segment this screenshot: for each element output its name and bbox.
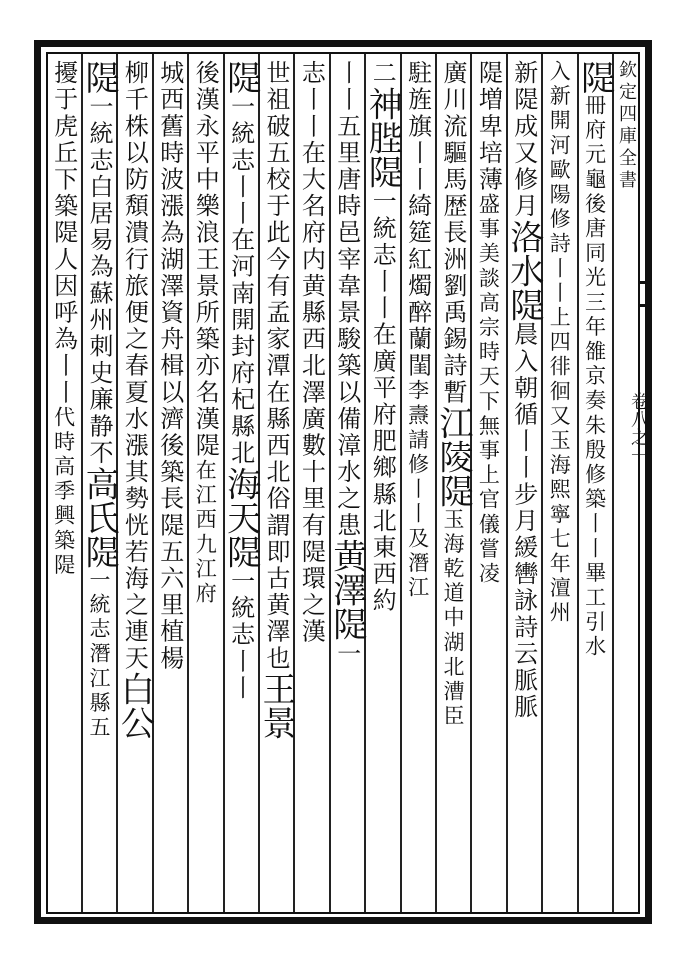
text-column [114,60,155,906]
entry-heading: 海天隄 [220,466,261,569]
text-column [79,60,119,906]
entry-heading: 江陵隄 [433,405,473,508]
column-rule [612,54,614,912]
entry-text: 一統志丨丨在廣平府肥鄉縣北東西約 [368,188,397,615]
entry-text: 城西舊時波漲為湖澤資舟楫以濟後築長隄五六里植楊 [155,60,184,672]
entry-text: 廣川流驅馬歴長洲劉禹錫詩暫 [439,60,467,406]
entry-text: 晨入朝循丨丨步月緩轡詠詩云脈脈 [509,321,538,721]
entry-text: 玉海乾道中湖北漕臣 [441,507,465,730]
entry-heading: 高氏隄 [79,466,119,569]
text-column [47,60,81,906]
entry-text: 擾于虎丘下築隄人因呼為丨丨 [49,60,78,406]
text-column [188,60,222,906]
text-column [220,60,261,906]
text-column [401,60,435,906]
entry-text: 一統志丨丨在河南開封府杞縣北 [226,94,255,467]
entry-text: 入新開河歐陽修詩丨丨上四徘徊又玉海熙寧七年澶州 [547,60,572,626]
text-column [153,60,187,906]
text-column [574,60,615,906]
entry-text: 冊府元龜後唐同光三年雒京奏朱殷修築丨丨畢工引水 [582,94,607,660]
entry-heading: 王景 [256,671,296,740]
text-column [294,60,328,906]
entry-text: 代時高季興築隄 [51,405,76,579]
entry-text: 李燾請修丨丨及潛江 [405,379,430,601]
entry-text: 一統志潛江縣五 [87,568,111,741]
text-column [362,60,403,906]
entry-text: 二 [368,60,397,87]
entry-heading: 黄澤隄 [326,538,367,641]
text-column [471,60,505,906]
entry-text: 駐旌旗丨丨綺筵紅燭醉蘭閨 [403,60,432,380]
text-column [503,60,544,906]
entry-text: 盛事美談高宗時天下無事上官儀嘗凌 [476,193,501,587]
entry-heading: 洛水隄 [503,219,544,322]
entry-heading: 隄 [220,60,261,94]
entry-text: 隄増卑培薄 [474,60,503,193]
text-column [326,60,367,906]
entry-heading: 白公 [114,671,155,740]
text-column [433,60,473,906]
entry-text: 一 [332,640,361,668]
text-column [542,60,576,906]
entry-text: 後漢永平中樂浪王景所築亦名漢隄 [191,60,220,459]
entry-text: 一統志白居易為蘇州刺史廉静不 [85,94,113,467]
entry-text: 志丨丨在大名府内黄縣西北澤廣數十里有隄環之漢 [297,60,326,646]
entry-text: 世祖破五校于此今有孟家潭在縣西北俗謂即古黄澤也 [262,60,290,672]
entry-text: 在江西九江府 [193,459,218,607]
entry-text: 一統志丨丨 [226,568,255,702]
entry-text: 新隄成又修月 [509,60,538,220]
entry-heading: 隄 [574,60,615,94]
text-column [256,60,296,906]
volume-label: 卷八之一 [628,392,649,464]
entry-heading: 隄 [79,60,119,94]
fishtail-mark [640,281,652,307]
book-title-heading: 欽定四庫全書 [616,60,637,192]
entry-heading: 神䏶隄 [362,86,403,189]
entry-text: 柳千株以防頽潰行旅便之春夏水漲其勢恍若海之連天 [120,60,149,672]
entry-text: 丨丨五里唐時邑宰韋景駿築以備漳水之患 [332,60,361,539]
